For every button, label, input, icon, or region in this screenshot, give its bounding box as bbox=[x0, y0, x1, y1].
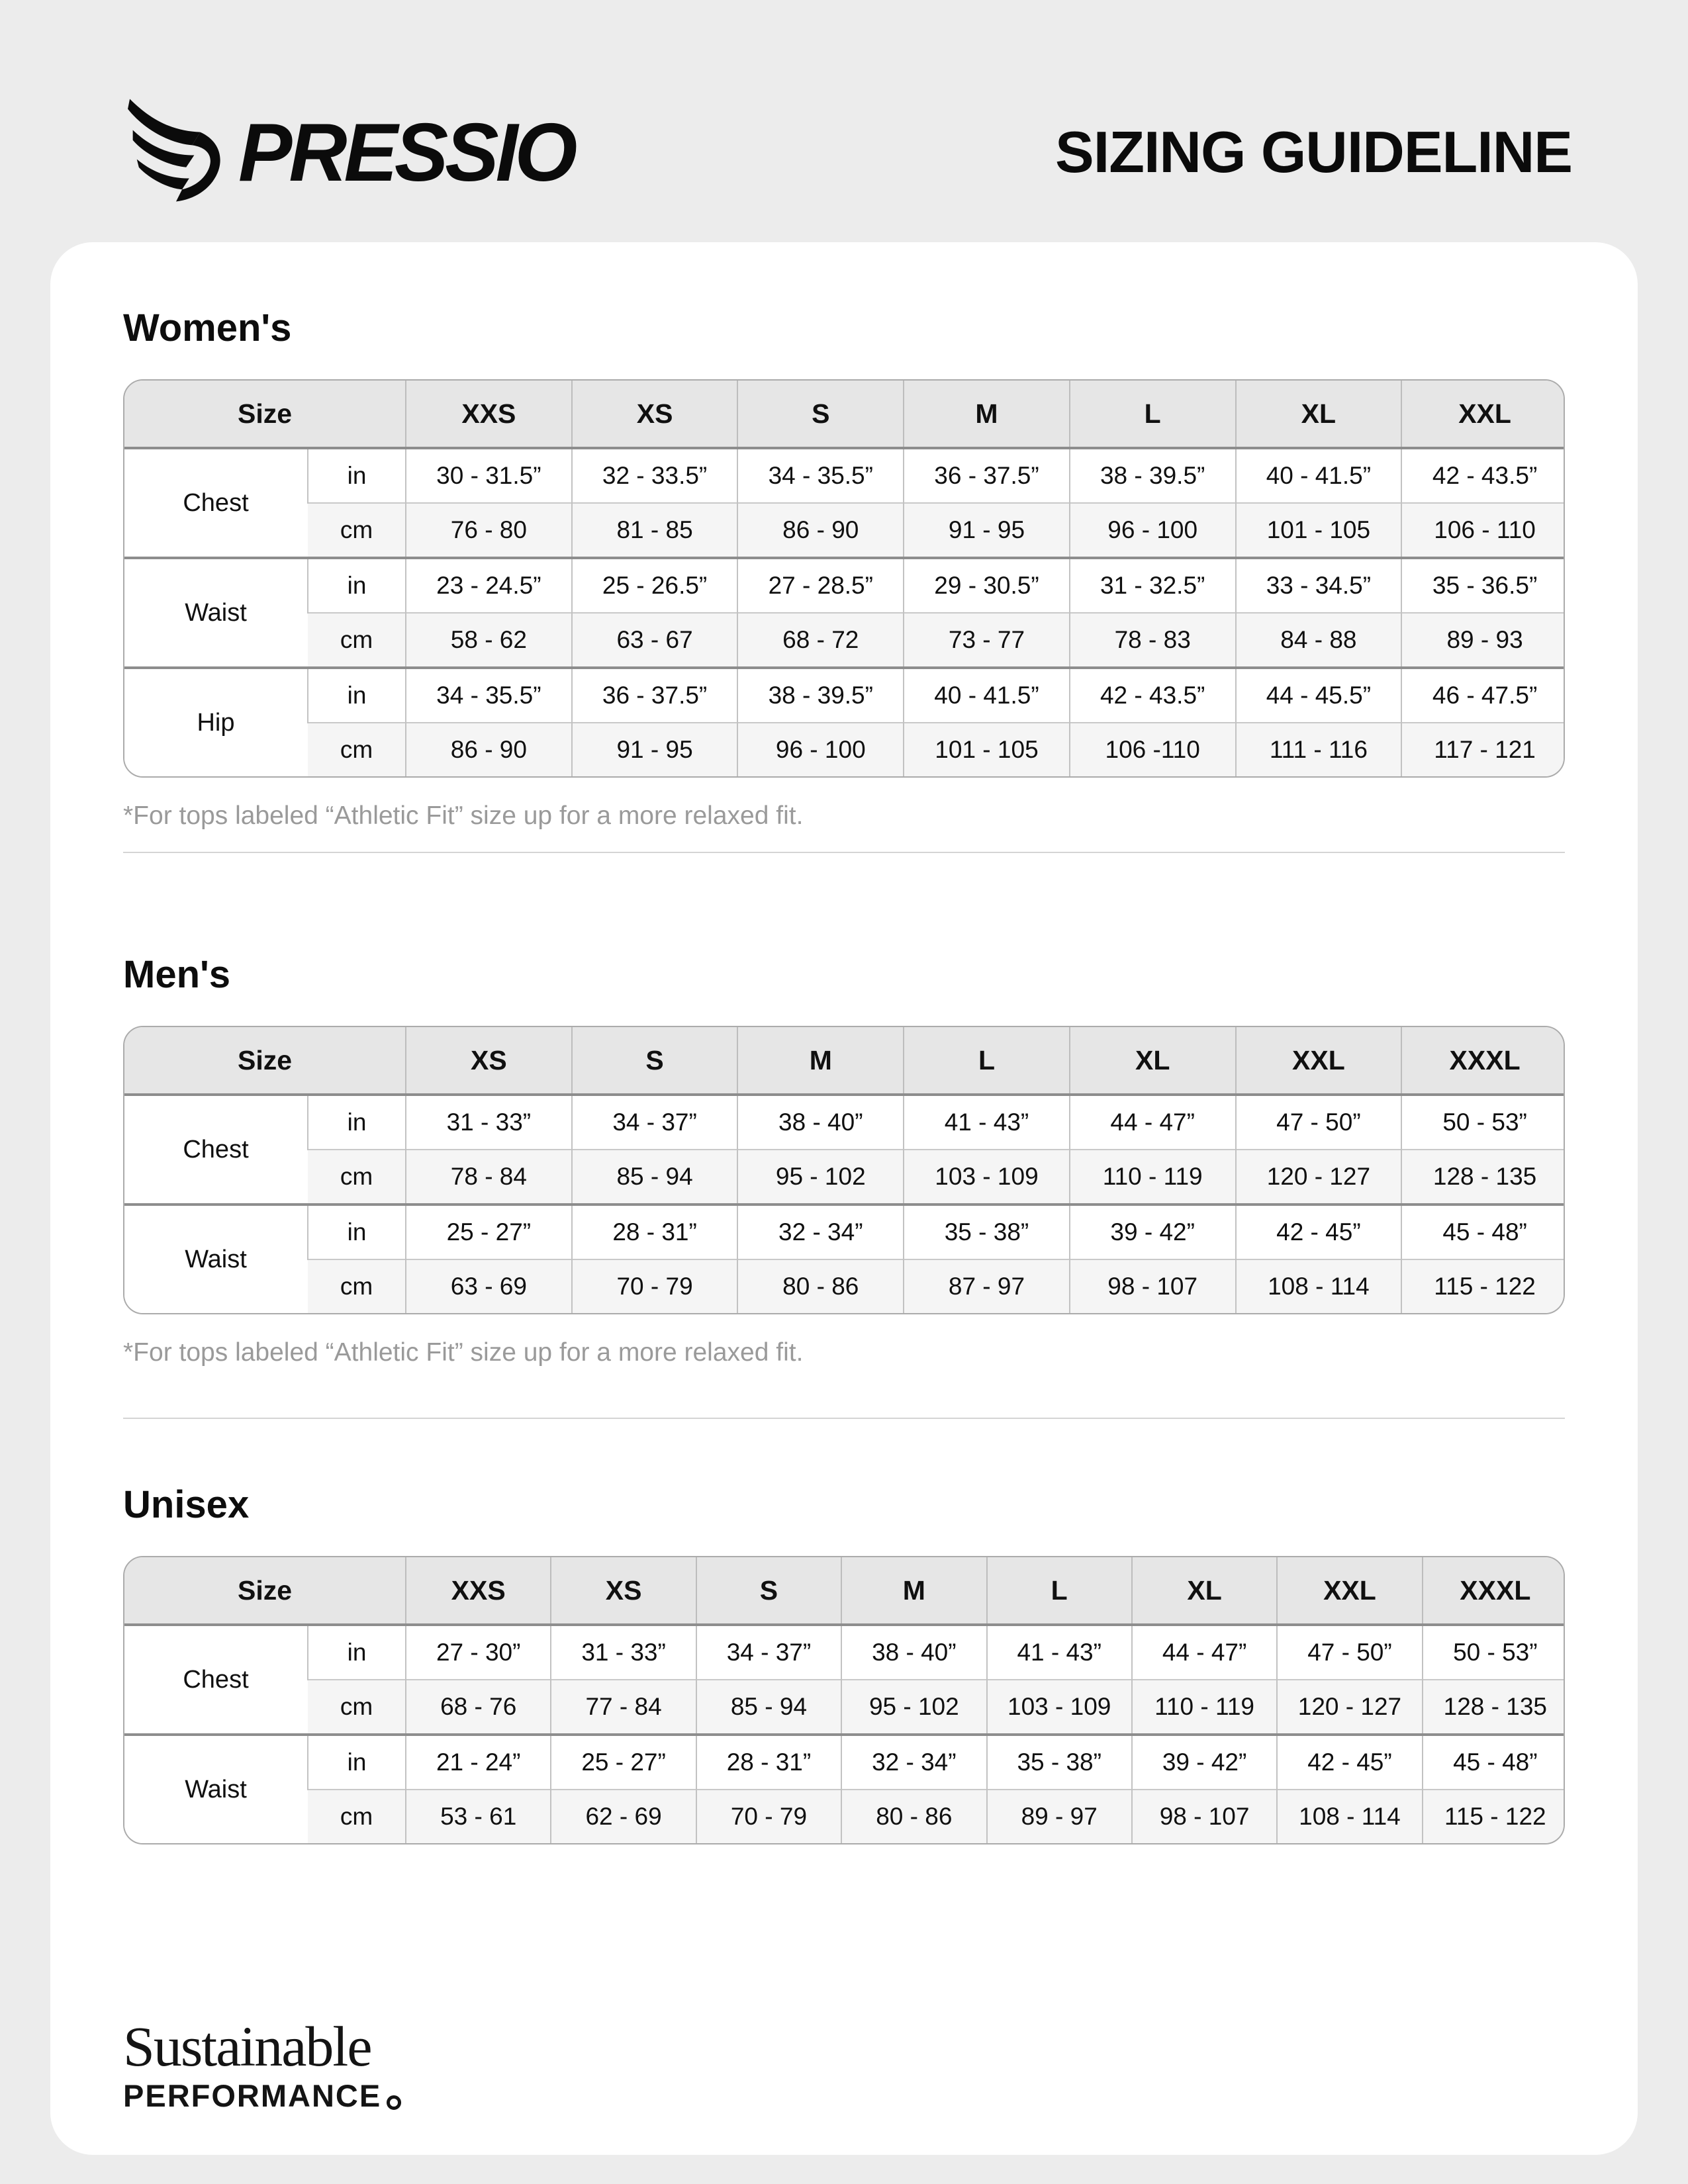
size-value-cell: 68 - 76 bbox=[406, 1680, 551, 1735]
size-value-cell: 96 - 100 bbox=[1070, 503, 1236, 558]
size-value-cell: 38 - 39.5” bbox=[1070, 448, 1236, 503]
size-value-cell: 89 - 93 bbox=[1401, 613, 1565, 668]
size-value-cell: 101 - 105 bbox=[904, 723, 1070, 776]
size-value-cell: 38 - 40” bbox=[841, 1625, 986, 1680]
size-table bbox=[123, 1556, 1565, 1844]
unit-label: cm bbox=[308, 613, 406, 668]
size-value-cell: 25 - 27” bbox=[551, 1735, 696, 1790]
measurement-label: Waist bbox=[124, 558, 308, 668]
footer-performance-label: PERFORMANCE bbox=[123, 2078, 382, 2113]
size-value-cell: 23 - 24.5” bbox=[406, 558, 572, 613]
athletic-fit-footnote: *For tops labeled “Athletic Fit” size up for a more relaxed fit. bbox=[123, 1338, 804, 1367]
measurement-label: Chest bbox=[124, 1625, 308, 1735]
size-value-cell: 42 - 43.5” bbox=[1070, 668, 1236, 723]
size-value-cell: 34 - 37” bbox=[572, 1095, 738, 1150]
size-value-cell: 110 - 119 bbox=[1132, 1680, 1277, 1735]
size-value-cell: 103 - 109 bbox=[987, 1680, 1132, 1735]
size-value-cell: 110 - 119 bbox=[1070, 1150, 1236, 1205]
measurement-label: Chest bbox=[124, 1095, 308, 1205]
size-value-cell: 39 - 42” bbox=[1070, 1205, 1236, 1259]
unit-label: in bbox=[308, 1205, 406, 1259]
size-table bbox=[123, 1026, 1565, 1314]
size-value-cell: 36 - 37.5” bbox=[904, 448, 1070, 503]
size-value-cell: 101 - 105 bbox=[1236, 503, 1402, 558]
size-value-cell: 108 - 114 bbox=[1236, 1259, 1402, 1313]
size-column-header: XS bbox=[551, 1557, 696, 1625]
table-row bbox=[124, 1680, 1565, 1735]
size-column-header: XXXL bbox=[1423, 1557, 1565, 1625]
size-header-cell: Size bbox=[124, 1557, 406, 1625]
size-value-cell: 111 - 116 bbox=[1236, 723, 1402, 776]
page-header bbox=[126, 86, 1572, 218]
section-divider bbox=[123, 1418, 1565, 1419]
table-row bbox=[124, 1790, 1565, 1843]
size-value-cell: 70 - 79 bbox=[572, 1259, 738, 1313]
size-value-cell: 27 - 28.5” bbox=[737, 558, 904, 613]
size-value-cell: 115 - 122 bbox=[1401, 1259, 1565, 1313]
size-value-cell: 53 - 61 bbox=[406, 1790, 551, 1843]
size-value-cell: 68 - 72 bbox=[737, 613, 904, 668]
size-value-cell: 70 - 79 bbox=[696, 1790, 841, 1843]
size-value-cell: 115 - 122 bbox=[1423, 1790, 1565, 1843]
size-value-cell: 62 - 69 bbox=[551, 1790, 696, 1843]
size-value-cell: 34 - 35.5” bbox=[406, 668, 572, 723]
table-row bbox=[124, 1735, 1565, 1790]
table-row bbox=[124, 1150, 1565, 1205]
size-column-header: XXS bbox=[406, 381, 572, 448]
section-heading: Unisex bbox=[123, 1483, 250, 1526]
size-column-header: S bbox=[572, 1027, 738, 1095]
sections bbox=[123, 306, 1565, 1844]
table-row bbox=[124, 1205, 1565, 1259]
size-value-cell: 32 - 34” bbox=[841, 1735, 986, 1790]
unit-label: cm bbox=[308, 1259, 406, 1313]
size-value-cell: 58 - 62 bbox=[406, 613, 572, 668]
size-value-cell: 85 - 94 bbox=[572, 1150, 738, 1205]
unit-label: cm bbox=[308, 1790, 406, 1843]
size-value-cell: 50 - 53” bbox=[1401, 1095, 1565, 1150]
size-value-cell: 45 - 48” bbox=[1401, 1205, 1565, 1259]
size-value-cell: 35 - 38” bbox=[987, 1735, 1132, 1790]
size-value-cell: 81 - 85 bbox=[572, 503, 738, 558]
size-value-cell: 98 - 107 bbox=[1070, 1259, 1236, 1313]
table-row bbox=[124, 668, 1565, 723]
unit-label: in bbox=[308, 558, 406, 613]
footer-logo bbox=[123, 2015, 1565, 2113]
size-value-cell: 28 - 31” bbox=[572, 1205, 738, 1259]
size-value-cell: 40 - 41.5” bbox=[904, 668, 1070, 723]
size-value-cell: 47 - 50” bbox=[1277, 1625, 1422, 1680]
size-column-header: XXS bbox=[406, 1557, 551, 1625]
size-value-cell: 63 - 69 bbox=[406, 1259, 572, 1313]
size-value-cell: 103 - 109 bbox=[904, 1150, 1070, 1205]
size-value-cell: 89 - 97 bbox=[987, 1790, 1132, 1843]
size-column-header: XL bbox=[1236, 381, 1402, 448]
size-value-cell: 120 - 127 bbox=[1236, 1150, 1402, 1205]
table-row bbox=[124, 448, 1565, 503]
size-value-cell: 86 - 90 bbox=[406, 723, 572, 776]
table-row bbox=[124, 613, 1565, 668]
size-value-cell: 35 - 36.5” bbox=[1401, 558, 1565, 613]
size-value-cell: 78 - 83 bbox=[1070, 613, 1236, 668]
size-value-cell: 32 - 34” bbox=[737, 1205, 904, 1259]
page-title: SIZING GUIDELINE bbox=[1055, 119, 1572, 185]
size-value-cell: 44 - 47” bbox=[1070, 1095, 1236, 1150]
size-value-cell: 45 - 48” bbox=[1423, 1735, 1565, 1790]
unit-label: in bbox=[308, 448, 406, 503]
size-value-cell: 76 - 80 bbox=[406, 503, 572, 558]
size-column-header: M bbox=[841, 1557, 986, 1625]
measurement-label: Chest bbox=[124, 448, 308, 558]
size-value-cell: 77 - 84 bbox=[551, 1680, 696, 1735]
size-value-cell: 73 - 77 bbox=[904, 613, 1070, 668]
size-value-cell: 30 - 31.5” bbox=[406, 448, 572, 503]
size-value-cell: 28 - 31” bbox=[696, 1735, 841, 1790]
size-value-cell: 87 - 97 bbox=[904, 1259, 1070, 1313]
section-divider bbox=[123, 852, 1565, 853]
size-value-cell: 34 - 37” bbox=[696, 1625, 841, 1680]
size-value-cell: 32 - 33.5” bbox=[572, 448, 738, 503]
size-column-header: M bbox=[904, 381, 1070, 448]
section-heading: Women's bbox=[123, 306, 292, 349]
size-value-cell: 106 -110 bbox=[1070, 723, 1236, 776]
size-value-cell: 41 - 43” bbox=[987, 1625, 1132, 1680]
size-column-header: XL bbox=[1070, 1027, 1236, 1095]
unit-label: in bbox=[308, 1735, 406, 1790]
measurement-label: Waist bbox=[124, 1205, 308, 1313]
size-value-cell: 38 - 40” bbox=[737, 1095, 904, 1150]
section-heading: Men's bbox=[123, 953, 231, 996]
size-value-cell: 95 - 102 bbox=[841, 1680, 986, 1735]
header-row bbox=[124, 1027, 1565, 1095]
size-value-cell: 21 - 24” bbox=[406, 1735, 551, 1790]
size-value-cell: 46 - 47.5” bbox=[1401, 668, 1565, 723]
size-column-header: S bbox=[737, 381, 904, 448]
header-row bbox=[124, 381, 1565, 448]
unit-label: cm bbox=[308, 1680, 406, 1735]
section bbox=[123, 306, 1565, 853]
size-value-cell: 98 - 107 bbox=[1132, 1790, 1277, 1843]
size-value-cell: 41 - 43” bbox=[904, 1095, 1070, 1150]
circle-mark-icon bbox=[387, 2095, 401, 2110]
size-value-cell: 50 - 53” bbox=[1423, 1625, 1565, 1680]
unit-label: cm bbox=[308, 503, 406, 558]
table-row bbox=[124, 1625, 1565, 1680]
size-column-header: XXL bbox=[1277, 1557, 1422, 1625]
size-value-cell: 31 - 33” bbox=[406, 1095, 572, 1150]
size-value-cell: 25 - 27” bbox=[406, 1205, 572, 1259]
size-value-cell: 96 - 100 bbox=[737, 723, 904, 776]
table-row bbox=[124, 1259, 1565, 1313]
size-value-cell: 33 - 34.5” bbox=[1236, 558, 1402, 613]
table-row bbox=[124, 1095, 1565, 1150]
size-column-header: L bbox=[987, 1557, 1132, 1625]
header-row bbox=[124, 1557, 1565, 1625]
size-value-cell: 120 - 127 bbox=[1277, 1680, 1422, 1735]
section bbox=[123, 1482, 1565, 1844]
footer-performance-text bbox=[123, 2080, 1565, 2111]
size-value-cell: 80 - 86 bbox=[841, 1790, 986, 1843]
measurement-label: Hip bbox=[124, 668, 308, 776]
size-value-cell: 31 - 32.5” bbox=[1070, 558, 1236, 613]
unit-label: in bbox=[308, 668, 406, 723]
section bbox=[123, 952, 1565, 1419]
measurement-label: Waist bbox=[124, 1735, 308, 1843]
size-value-cell: 106 - 110 bbox=[1401, 503, 1565, 558]
size-value-cell: 44 - 45.5” bbox=[1236, 668, 1402, 723]
size-column-header: XL bbox=[1132, 1557, 1277, 1625]
size-value-cell: 39 - 42” bbox=[1132, 1735, 1277, 1790]
size-header-cell: Size bbox=[124, 381, 406, 448]
size-value-cell: 128 - 135 bbox=[1423, 1680, 1565, 1735]
size-value-cell: 63 - 67 bbox=[572, 613, 738, 668]
size-value-cell: 25 - 26.5” bbox=[572, 558, 738, 613]
unit-label: in bbox=[308, 1095, 406, 1150]
size-value-cell: 34 - 35.5” bbox=[737, 448, 904, 503]
size-value-cell: 42 - 45” bbox=[1236, 1205, 1402, 1259]
athletic-fit-footnote: *For tops labeled “Athletic Fit” size up for a more relaxed fit. bbox=[123, 801, 804, 830]
footer-sustainable-text: Sustainable bbox=[123, 2015, 371, 2078]
size-value-cell: 44 - 47” bbox=[1132, 1625, 1277, 1680]
size-value-cell: 29 - 30.5” bbox=[904, 558, 1070, 613]
size-value-cell: 31 - 33” bbox=[551, 1625, 696, 1680]
size-value-cell: 35 - 38” bbox=[904, 1205, 1070, 1259]
size-header-cell: Size bbox=[124, 1027, 406, 1095]
unit-label: cm bbox=[308, 723, 406, 776]
size-column-header: XS bbox=[572, 381, 738, 448]
size-value-cell: 95 - 102 bbox=[737, 1150, 904, 1205]
unit-label: cm bbox=[308, 1150, 406, 1205]
size-value-cell: 36 - 37.5” bbox=[572, 668, 738, 723]
size-column-header: M bbox=[737, 1027, 904, 1095]
size-value-cell: 108 - 114 bbox=[1277, 1790, 1422, 1843]
size-value-cell: 78 - 84 bbox=[406, 1150, 572, 1205]
size-value-cell: 84 - 88 bbox=[1236, 613, 1402, 668]
size-value-cell: 86 - 90 bbox=[737, 503, 904, 558]
size-value-cell: 42 - 45” bbox=[1277, 1735, 1422, 1790]
size-value-cell: 27 - 30” bbox=[406, 1625, 551, 1680]
table-row bbox=[124, 723, 1565, 776]
table-row bbox=[124, 558, 1565, 613]
size-column-header: XXL bbox=[1401, 381, 1565, 448]
table-row bbox=[124, 503, 1565, 558]
pressio-logo bbox=[126, 97, 574, 208]
size-value-cell: 40 - 41.5” bbox=[1236, 448, 1402, 503]
size-value-cell: 38 - 39.5” bbox=[737, 668, 904, 723]
size-value-cell: 117 - 121 bbox=[1401, 723, 1565, 776]
size-value-cell: 91 - 95 bbox=[904, 503, 1070, 558]
size-column-header: XXL bbox=[1236, 1027, 1402, 1095]
size-column-header: XXXL bbox=[1401, 1027, 1565, 1095]
size-column-header: S bbox=[696, 1557, 841, 1625]
size-column-header: XS bbox=[406, 1027, 572, 1095]
size-value-cell: 47 - 50” bbox=[1236, 1095, 1402, 1150]
size-value-cell: 91 - 95 bbox=[572, 723, 738, 776]
size-value-cell: 42 - 43.5” bbox=[1401, 448, 1565, 503]
size-value-cell: 128 - 135 bbox=[1401, 1150, 1565, 1205]
pressio-wing-icon bbox=[126, 97, 226, 208]
brand-wordmark: PRESSIO bbox=[238, 106, 575, 199]
size-column-header: L bbox=[904, 1027, 1070, 1095]
size-value-cell: 85 - 94 bbox=[696, 1680, 841, 1735]
size-column-header: L bbox=[1070, 381, 1236, 448]
content-card bbox=[50, 242, 1638, 2155]
size-table bbox=[123, 379, 1565, 778]
unit-label: in bbox=[308, 1625, 406, 1680]
size-value-cell: 80 - 86 bbox=[737, 1259, 904, 1313]
